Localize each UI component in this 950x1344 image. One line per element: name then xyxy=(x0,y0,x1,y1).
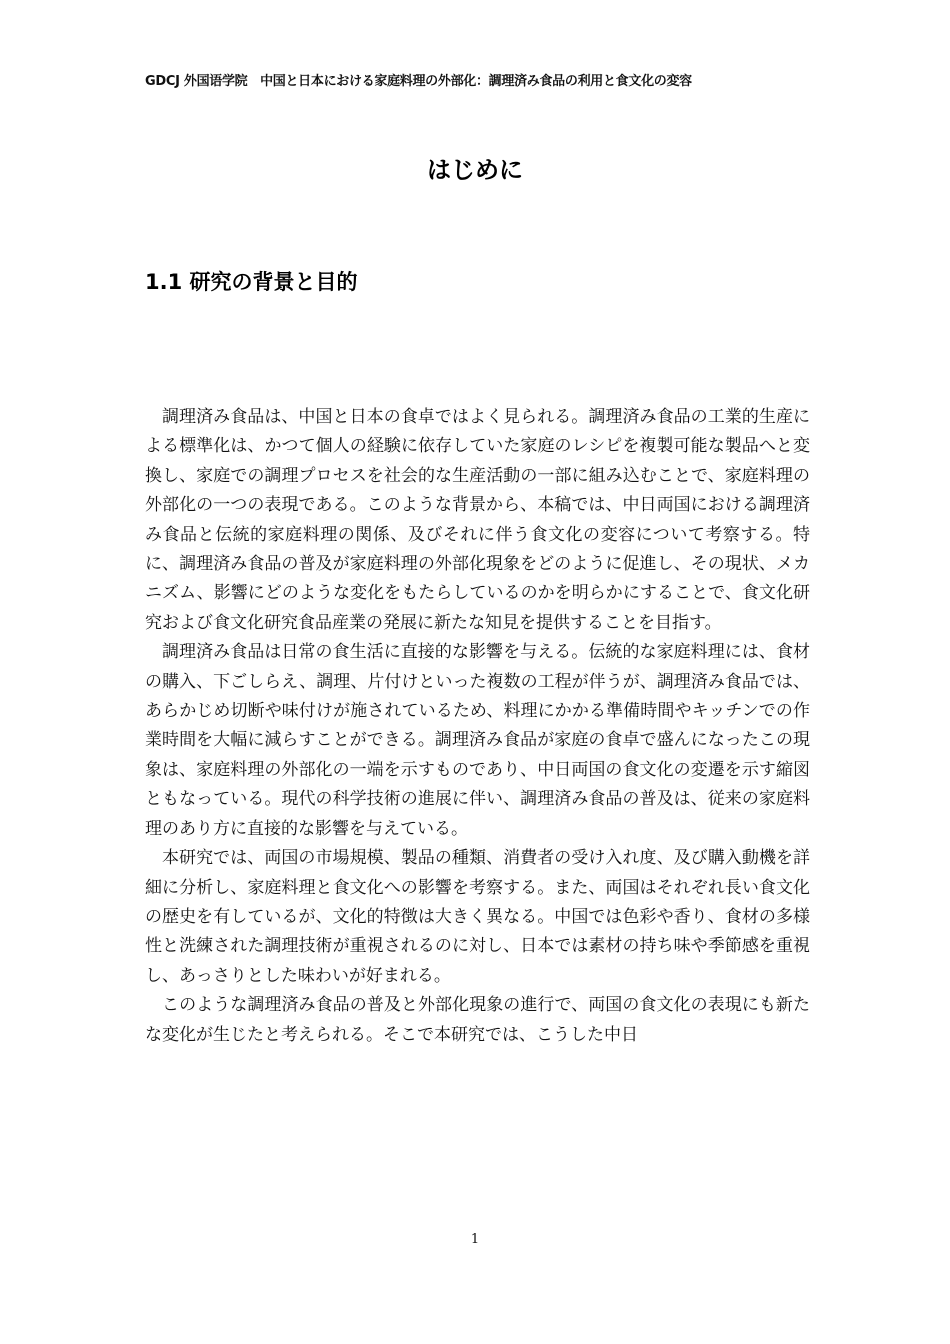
running-header: GDCJ 外国语学院 中国と日本における家庭料理の外部化：調理済み食品の利用と食文化の変容 xyxy=(145,74,692,89)
section-heading: 1.1 研究の背景と目的 xyxy=(145,270,358,294)
paragraph: 調理済み食品は、中国と日本の食卓ではよく見られる。調理済み食品の工業的生産による標準化は、かつて個人の経験に依存していた家庭のレシピを複製可能な製品へと変換し、家庭での調理プロセスを社会的な生産活動の一部に組み込むことで、家庭料理の外部化の一つの表現である。このような背景から、本稿では、中日両国における調理済み食品と伝統的家庭料理の関係、及びそれに伴う食文化の変容について考察する。特に、調理済み食品の普及が家庭料理の外部化現象をどのように促進し、その現状、メカニズム、影響にどのような変化をもたらしているのかを明らかにすることで、食文化研究および食文化研究食品産業の発展に新たな知見を提供することを目指す。 xyxy=(145,407,810,633)
paragraph: 調理済み食品は日常の食生活に直接的な影響を与える。伝統的な家庭料理には、食材の購入、下ごしらえ、調理、片付けといった複数の工程が伴うが、調理済み食品では、あらかじめ切断や味付けが施されているため、料理にかかる準備時間やキッチンでの作業時間を大幅に減らすことができる。調理済み食品が家庭の食卓で盛んになったこの現象は、家庭料理の外部化の一端を示すものであり、中日両国の食文化の変遷を示す縮図ともなっている。現代の科学技術の進展に伴い、調理済み食品の普及は、従来の家庭料理のあり方に直接的な影響を与えている。 xyxy=(145,642,810,839)
chapter-title: はじめに xyxy=(427,156,523,184)
paragraph: 本研究では、両国の市場規模、製品の種類、消費者の受け入れ度、及び購入動機を詳細に分析し、家庭料理と食文化への影響を考察する。また、両国はそれぞれ長い食文化の歴史を有しているが、文化的特徴は大きく異なる。中国では色彩や香り、食材の多様性と洗練された調理技術が重視されるのに対し、日本では素材の持ち味や季節感を重視し、あっさりとした味わいが好まれる。 xyxy=(145,848,810,986)
paragraph: このような調理済み食品の普及と外部化現象の進行で、両国の食文化の表現にも新たな変化が生じたと考えられる。そこで本研究では、こうした中日 xyxy=(145,995,810,1045)
page-number: 1 xyxy=(470,1232,480,1247)
body-text xyxy=(145,403,810,1050)
